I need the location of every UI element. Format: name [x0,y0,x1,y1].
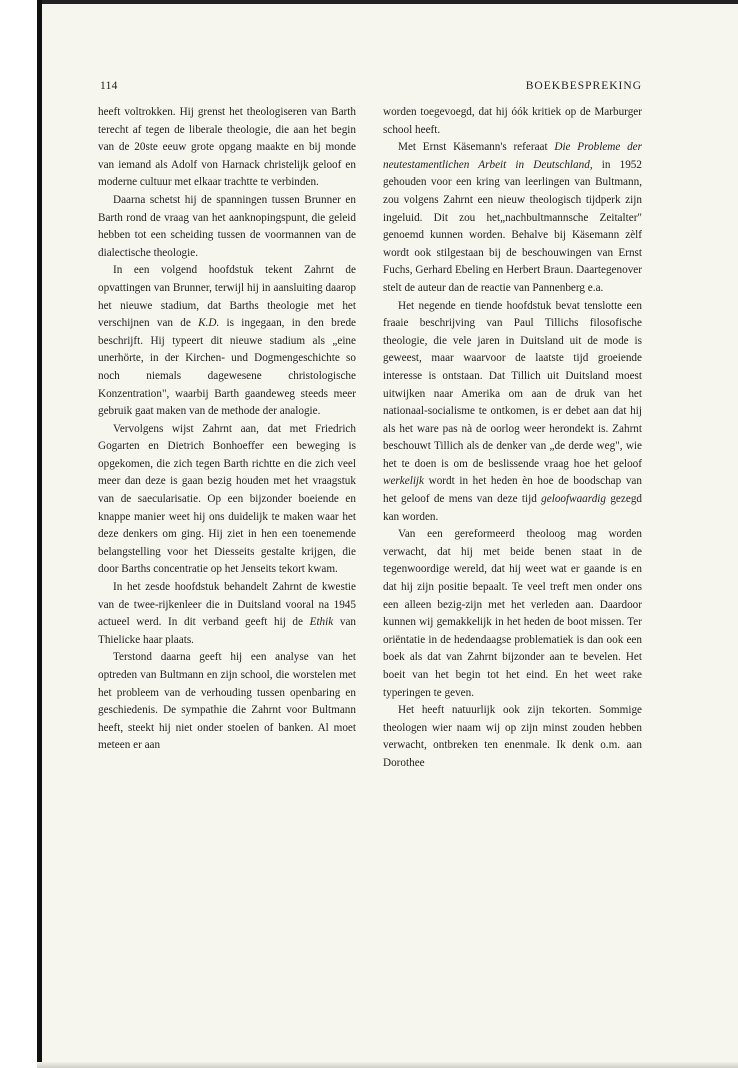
cited-title: Die Probleme der neutestamentlichen Arbeit in Deutschland, [383,141,642,171]
title-abbreviation: K.D. [198,317,220,330]
paragraph: worden toegevoegd, dat hij óók kritiek op de Marburger school heeft. [383,106,642,136]
page-number: 114 [100,80,118,92]
paragraph: Terstond daarna geeft hij een analyse van het optreden van Bultmann en zijn school, die worstelen met het probleem van de verhouding tussen openbaring en geschiedenis. De sympathie die Zahrnt voor Bultmann heeft, steekt hij niet onder stoelen of banken. Al moet meteen er aan [98,651,356,752]
paragraph: In een volgend hoofdstuk tekent Zahrnt de opvattingen van Brunner, terwijl hij in aansluiting daarop het nieuwe stadium, dat Barths theologie met het verschijnen van de K.D. is ingegaan, in den brede beschrijft. Hij typeert dit nieuwe stadium als „eine unerhörte, in der Kirchen- und Dogmengeschichte so noch niemals dagewesene christologische Konzentration", waarbij Barth gaandeweg steeds meer gebruik gaat maken van de methode der analogie. [98,264,356,418]
emphasis: werkelijk [383,475,425,488]
right-column [383,104,642,773]
paragraph: heeft voltrokken. Hij grenst het theologiseren van Barth terecht af tegen de liberale theologie, die aan het begin van de 20ste eeuw grote opgang maakte en bij monde van iemand als Adolf von Harnack christelijk geloof en moderne cultuur met elkaar trachtte te verbinden. [98,106,356,189]
scan-edge-bottom [37,1062,738,1068]
paragraph: Het heeft natuurlijk ook zijn tekorten. Sommige theologen wier naam wij op zijn minst zouden hebben verwacht, ontbreken ten enenmale. Ik denk o.m. aan Dorothee [383,704,642,769]
paragraph: In het zesde hoofdstuk behandelt Zahrnt de kwestie van de twee-rijkenleer die in Duitsland vooral na 1945 actueel werd. In dit verband geeft hij de Ethik van Thielicke haar plaats. [98,581,356,646]
paragraph: Van een gereformeerd theoloog mag worden verwacht, dat hij met beide benen staat in de tegenwoordige wereld, dat hij weet wat er gaande is en dat hij zijn positie bepaalt. Te veel treft men onder ons een alleen bezig-zijn met het verleden aan. Daardoor kunnen wij gemakkelijk in het heden de boot missen. Ter oriëntatie in de hedendaagse problematiek is dan ook een boek als dat van Zahrnt bijzonder aan te bevelen. Het boeit van het begin tot het eind. En het weet rake typeringen te geven. [383,528,642,699]
cited-title: Ethik [309,616,334,629]
paragraph: Daarna schetst hij de spanningen tussen Brunner en Barth rond de vraag van het aanknopingspunt, die geleid hebben tot een scheiding tussen de voormannen van de dialectische theologie. [98,193,356,259]
emphasis: geloofwaardig [541,493,607,506]
left-column [98,104,356,755]
paragraph: Vervolgens wijst Zahrnt aan, dat met Friedrich Gogarten en Dietrich Bonhoeffer een beweging is opgekomen, die zich tegen Barth richtte en die zich veel meer dan deze is gaan bezig houden met het vraagstuk van de saecularisatie. Op een bijzonder boeiende en knappe manier weet hij ons duidelijk te maken waar het deze denkers om ging. Hij ziet in hen een toenemende belangstelling voor het Diesseits gestalte krijgen, die door Barths concentratie op het Jenseits tekort kwam. [98,422,356,576]
paragraph: Met Ernst Käsemann's referaat Die Probleme der neutestamentlichen Arbeit in Deutschland, in 1952 gehouden voor een kring van leerlingen van Bultmann, zou volgens Zahrnt een nieuw theologisch tijdperk zijn ingeluid. Dit zou het„nachbultmannsche Zeitalter" genoemd kunnen worden. Behalve bij Käsemann zèlf wordt ook stilgestaan bij de beschouwingen van Ernst Fuchs, Gerhard Ebeling en Herbert Braun. Daartegenover stelt de auteur dan de reactie van Pannenberg e.a. [383,141,642,294]
running-head: BOEKBESPREKING [525,80,642,92]
page-header [100,80,642,100]
paragraph: Het negende en tiende hoofdstuk bevat tenslotte een fraaie beschrijving van Paul Tillichs filosofische theologie, die vele jaren in Duitsland uit de mode is geweest, maar waarvoor de laatste tijd groeiende interesse is ontstaan. Dat Tillich uit Duitsland moest uitwijken naar Amerika om aan de druk van het nationaal-socialisme te ontkomen, is er debet aan dat hij als het ware pas nà de oorlog weer herondekt is. Zahrnt beschouwt Tillich als de denker van „de derde weg", wie het te doen is om de beslissende vraag hoe het geloof werkelijk wordt in het heden èn hoe de boodschap van het geloof de mens van deze tijd geloofwaardig gezegd kan worden. [383,299,643,523]
